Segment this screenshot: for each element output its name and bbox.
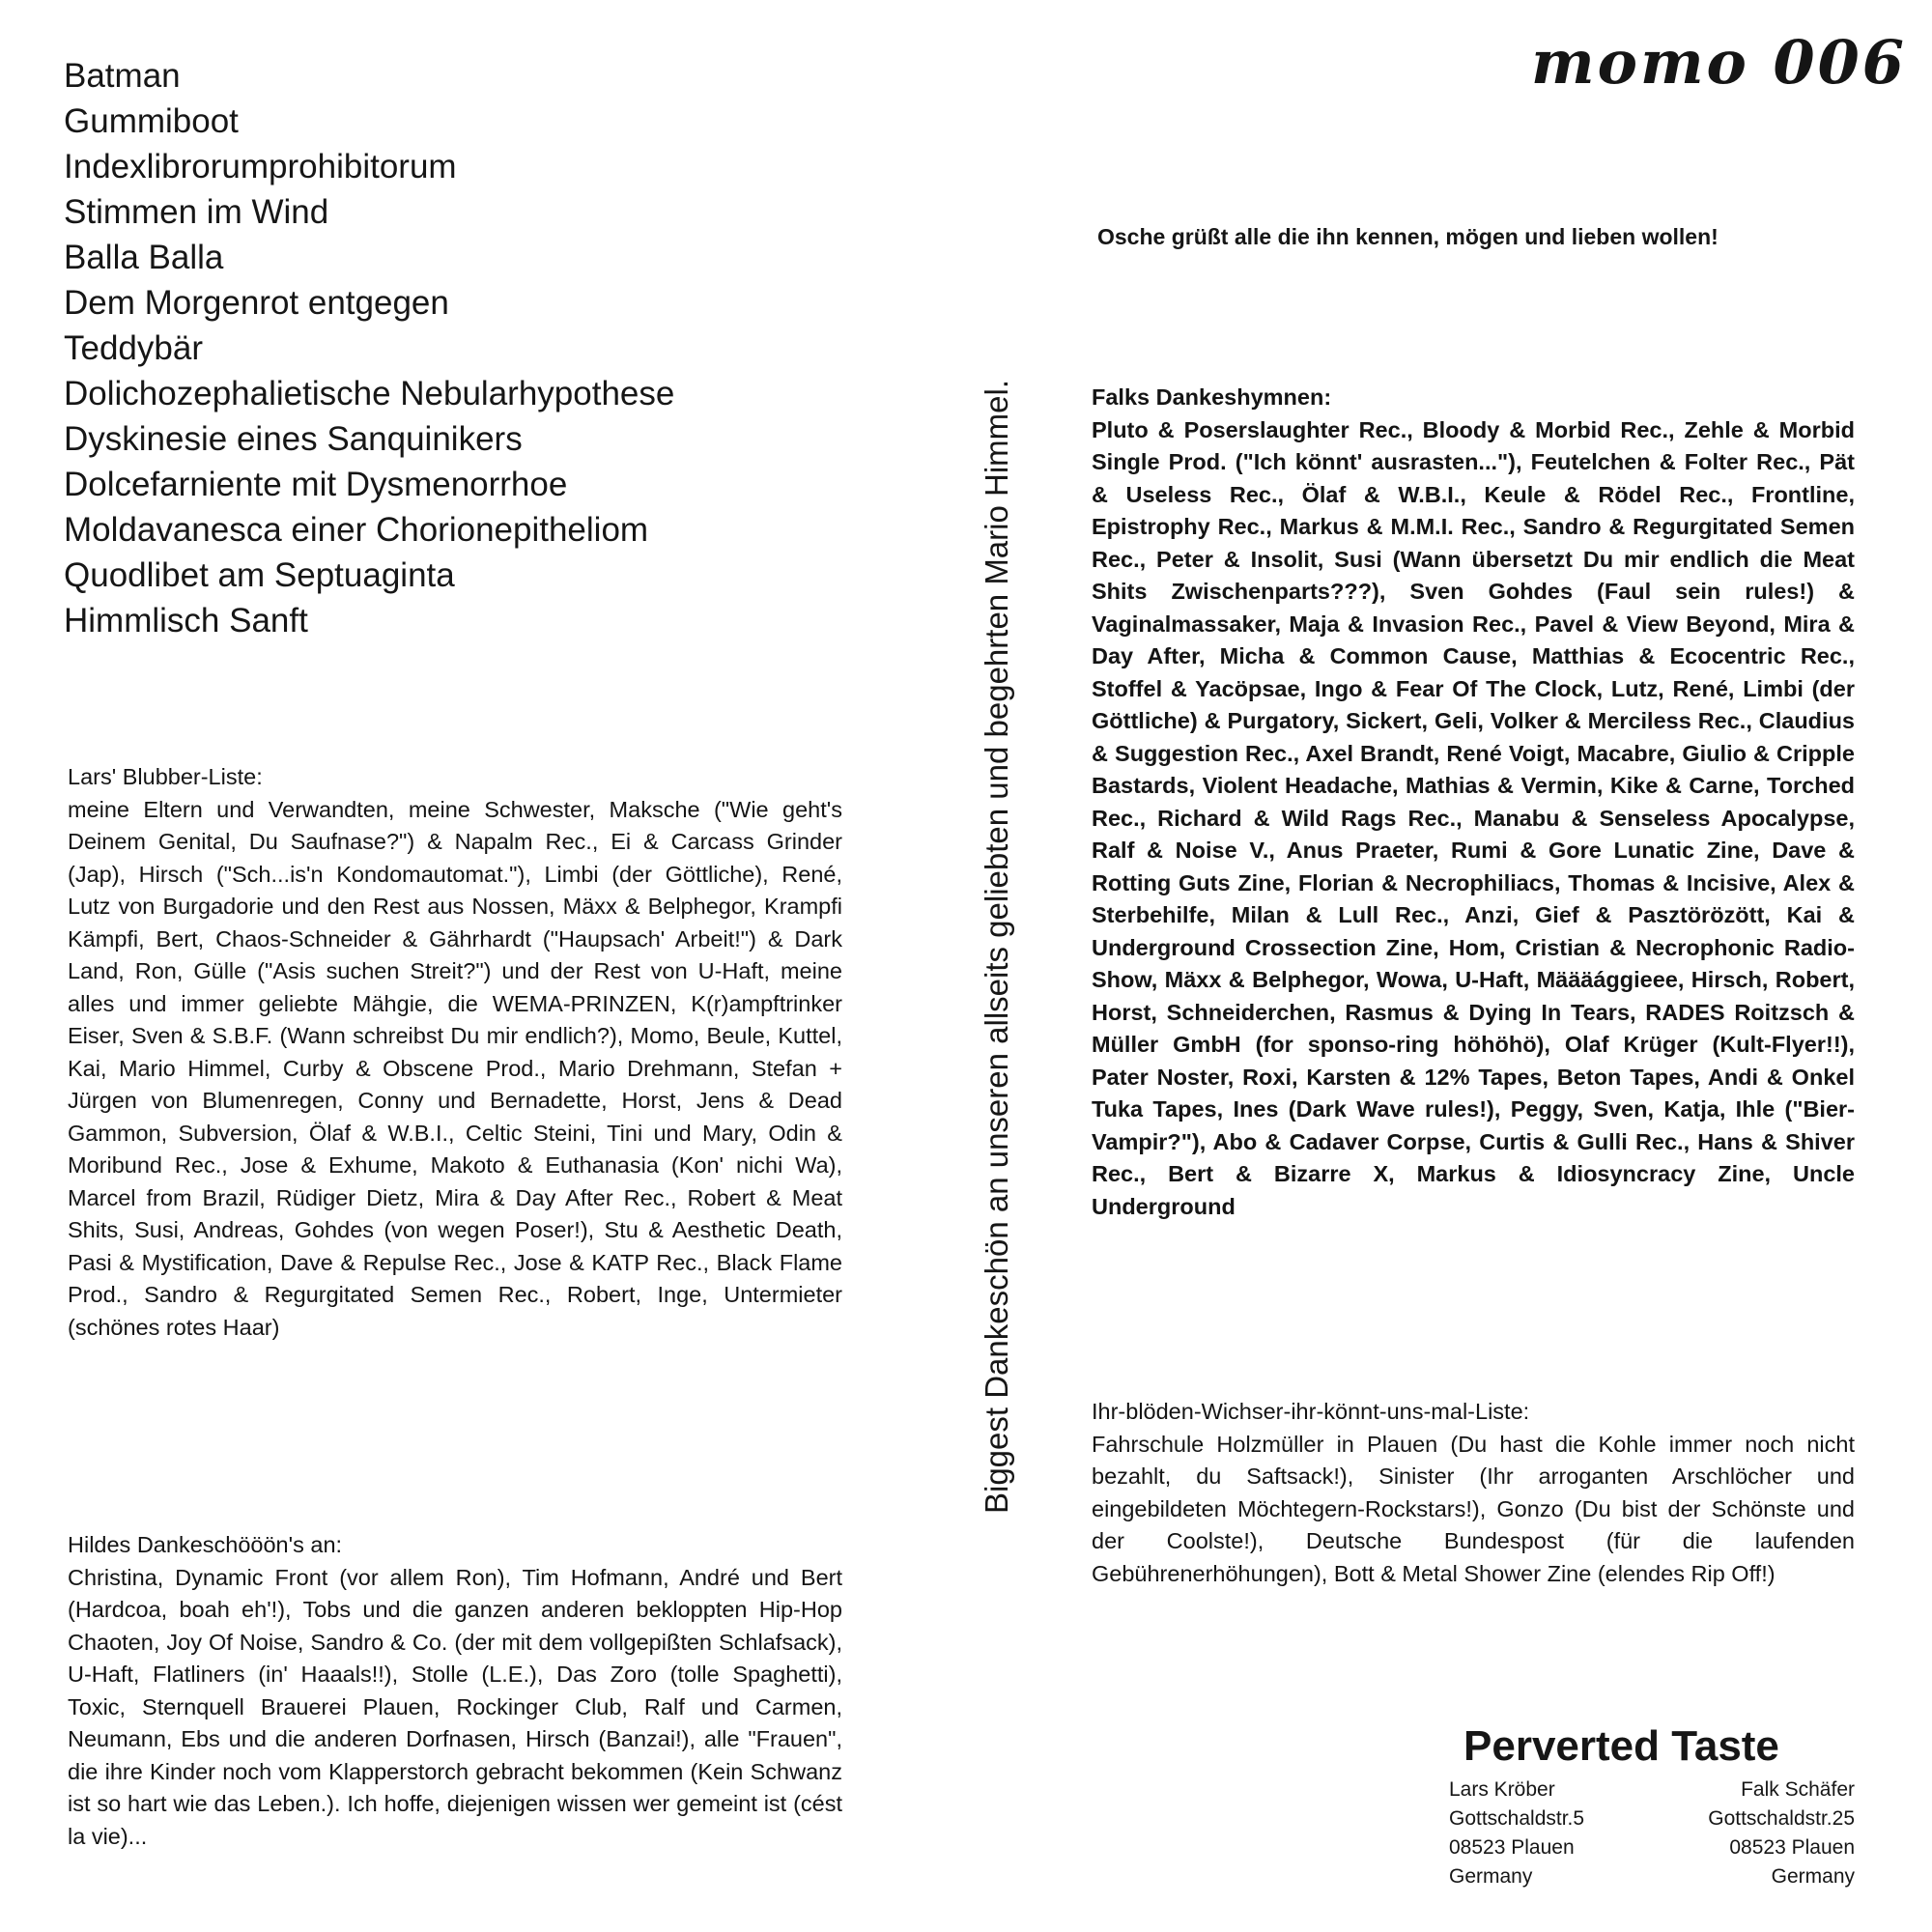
vertical-dedication: Biggest Dankeschön an unseren allseits geliebten und begehrten Mario Himmel. bbox=[979, 380, 1014, 1515]
contact-city: 08523 Plauen bbox=[1449, 1836, 1575, 1859]
contact-address bbox=[1449, 1776, 1633, 1891]
lars-list-title: Lars' Blubber-Liste: bbox=[68, 764, 263, 789]
track-item: Balla Balla bbox=[64, 239, 224, 276]
osche-greeting: Osche grüßt alle die ihn kennen, mögen und lieben wollen! bbox=[1097, 224, 1719, 249]
track-list bbox=[64, 53, 933, 643]
track-item: Stimmen im Wind bbox=[64, 193, 329, 231]
hildes-list-body: Christina, Dynamic Front (vor allem Ron), Tim Hofmann, André und Bert (Hardcoa, boah eh'!), Tobs und die ganzen anderen bekloppten Hip-Hop Chaoten, Joy Of Noise, Sandro & Co. (der mit dem vollgepißten Schlafsack), U-Haft, Flatliners (in' Haaals!!), Stolle (L.E.), Das Zoro (tolle Spaghetti), Toxic, Sternquell Brauerei Plauen, Rockinger Club, Ralf und Carmen, Neumann, Ebs und die anderen Dorfnasen, Hirsch (Banzai!), alle "Frauen", die ihre Kinder noch vom Klapperstorch gebracht bekommen (Kein Schwanz ist so hart wie das Leben.). Ich hoffe, diejenigen wissen wer gemeint ist (cést la vie)... bbox=[68, 1564, 842, 1849]
contact-country: Germany bbox=[1771, 1865, 1855, 1888]
hildes-list-title: Hildes Dankeschööön's an: bbox=[68, 1532, 343, 1557]
catalog-number: momo 006 bbox=[1531, 27, 1907, 98]
contact-address bbox=[1662, 1776, 1855, 1891]
track-item: Dyskinesie eines Sanquinikers bbox=[64, 420, 523, 458]
label-name: Perverted Taste bbox=[1463, 1722, 1779, 1770]
track-item: Dolcefarniente mit Dysmenorrhoe bbox=[64, 466, 568, 503]
falks-list-body: Pluto & Poserslaughter Rec., Bloody & Morbid Rec., Zehle & Morbid Single Prod. ("Ich könnt' ausrasten..."), Feutelchen & Folter Rec., Pät & Useless Rec., Ölaf & W.B.I., Keule & Rödel Rec., Frontline, Epistrophy Rec., Markus & M.M.I. Rec., Sandro & Regurgitated Semen Rec., Peter & Insolit, Susi (Wann übersetzt Du mir endlich die Meat Shits Zwischenparts???), Sven Gohdes (Faul sein rules!) & Vaginalmassaker, Maja & Invasion Rec., Pavel & View Beyond, Mira & Day After, Micha & Common Cause, Matthias & Ecocentric Rec., Stoffel & Yacöpsae, Ingo & Fear Of The Clock, Lutz, René, Limbi (der Göttliche) & Purgatory, Sickert, Geli, Volker & Merciless Rec., Claudius & Suggestion Rec., Axel Brandt, René Voigt, Macabre, Giulio & Cripple Bastards, Violent Headache, Mathias & Vermin, Kike & Carne, Torched Rec., Richard & Wild Rags Rec., Manabu & Senseless Apocalypse, Ralf & Noise V., Anus Praeter, Rumi & Gore Lunatic Zine, Dave & Rotting Guts Zine, Florian & Necrophiliacs, Thomas & Incisive, Alex & Sterbehilfe, Milan & Lull Rec., Anzi, Gief & Pasztörözött, Kai & Underground Crossection Zine, Hom, Cristian & Necrophonic Radio-Show, Mäxx & Belphegor, Wowa, U-Haft, Määäággieee, Hirsch, Robert, Horst, Schneiderchen, Rasmus & Dying In Tears, RADES Roitzsch & Müller GmbH (for sponso-ring höhöhö), Olaf Krüger (Kult-Flyer!!), Pater Noster, Roxi, Karsten & 12% Tapes, Beton Tapes, Andi & Onkel Tuka Tapes, Ines (Dark Wave rules!), Peggy, Sven, Katja, Ihle ("Bier-Vampir?"), Abo & Cadaver Corpse, Curtis & Gulli Rec., Hans & Shiver Rec., Bert & Bizarre X, Markus & Idiosyncracy Zine, Uncle Underground bbox=[1092, 416, 1855, 1219]
hildes-thanks-list bbox=[68, 1529, 842, 1853]
track-item: Moldavanesca einer Chorionepitheliom bbox=[64, 511, 649, 549]
lars-thanks-list bbox=[68, 761, 842, 1344]
no-thanks-list bbox=[1092, 1396, 1855, 1590]
falks-list-title: Falks Dankeshymnen: bbox=[1092, 384, 1332, 410]
track-item: Indexlibrorumprohibitorum bbox=[64, 148, 457, 185]
contact-city: 08523 Plauen bbox=[1729, 1836, 1855, 1859]
contact-name: Lars Kröber bbox=[1449, 1778, 1555, 1801]
track-item: Gummiboot bbox=[64, 102, 239, 140]
track-item: Himmlisch Sanft bbox=[64, 602, 308, 639]
track-item: Dem Morgenrot entgegen bbox=[64, 284, 449, 322]
track-item: Quodlibet am Septuaginta bbox=[64, 556, 455, 594]
falks-thanks-list bbox=[1092, 382, 1855, 1223]
contact-street: Gottschaldstr.25 bbox=[1708, 1807, 1855, 1830]
contact-name: Falk Schäfer bbox=[1741, 1778, 1855, 1801]
no-thanks-list-body: Fahrschule Holzmüller in Plauen (Du hast die Kohle immer noch nicht bezahlt, du Saftsack!), Sinister (Ihr arroganten Arschlöcher und eingebildeten Möchtegern-Rockstars!), Gonzo (Du bist der Schönste und der Coolste!), Deutsche Bundespost (für die laufenden Gebührenerhöhungen), Bott & Metal Shower Zine (elendes Rip Off!) bbox=[1092, 1431, 1855, 1586]
track-item: Batman bbox=[64, 57, 181, 95]
track-item: Teddybär bbox=[64, 329, 203, 367]
no-thanks-list-title: Ihr-blöden-Wichser-ihr-könnt-uns-mal-Liste: bbox=[1092, 1399, 1530, 1424]
contact-street: Gottschaldstr.5 bbox=[1449, 1807, 1585, 1830]
track-item: Dolichozephalietische Nebularhypothese bbox=[64, 375, 675, 412]
contact-country: Germany bbox=[1449, 1865, 1533, 1888]
lars-list-body: meine Eltern und Verwandten, meine Schwester, Maksche ("Wie geht's Deinem Genital, Du Saufnase?") & Napalm Rec., Ei & Carcass Grinder (Jap), Hirsch ("Sch...is'n Kondomautomat."), Limbi (der Göttliche), René, Lutz von Burgadorie und den Rest aus Nossen, Mäxx & Belphegor, Krampfi Kämpfi, Bert, Chaos-Schneider & Gährhardt ("Haupsach' Arbeit!") & Dark Land, Ron, Gülle ("Asis suchen Streit?") und der Rest von U-Haft, meine alles und immer geliebte Mähgie, die WEMA-PRINZEN, K(r)ampftrinker Eiser, Sven & S.B.F. (Wann schreibst Du mir endlich?), Momo, Beule, Kuttel, Kai, Mario Himmel, Curby & Obscene Prod., Mario Drehmann, Stefan + Jürgen von Blumenregen, Conny und Bernadette, Horst, Jens & Dead Gammon, Subversion, Ölaf & W.B.I., Celtic Steini, Tini und Mary, Odin & Moribund Rec., Jose & Exhume, Makoto & Euthanasia (Kon' nichi Wa), Marcel from Brazil, Rüdiger Dietz, Mira & Day After Rec., Robert & Meat Shits, Susi, Andreas, Gohdes (von wegen Poser!), Stu & Aesthetic Death, Pasi & Mystification, Dave & Repulse Rec., Jose & KATP Rec., Black Flame Prod., Sandro & Regurgitated Semen Rec., Robert, Inge, Untermieter (schönes rotes Haar) bbox=[68, 796, 842, 1340]
